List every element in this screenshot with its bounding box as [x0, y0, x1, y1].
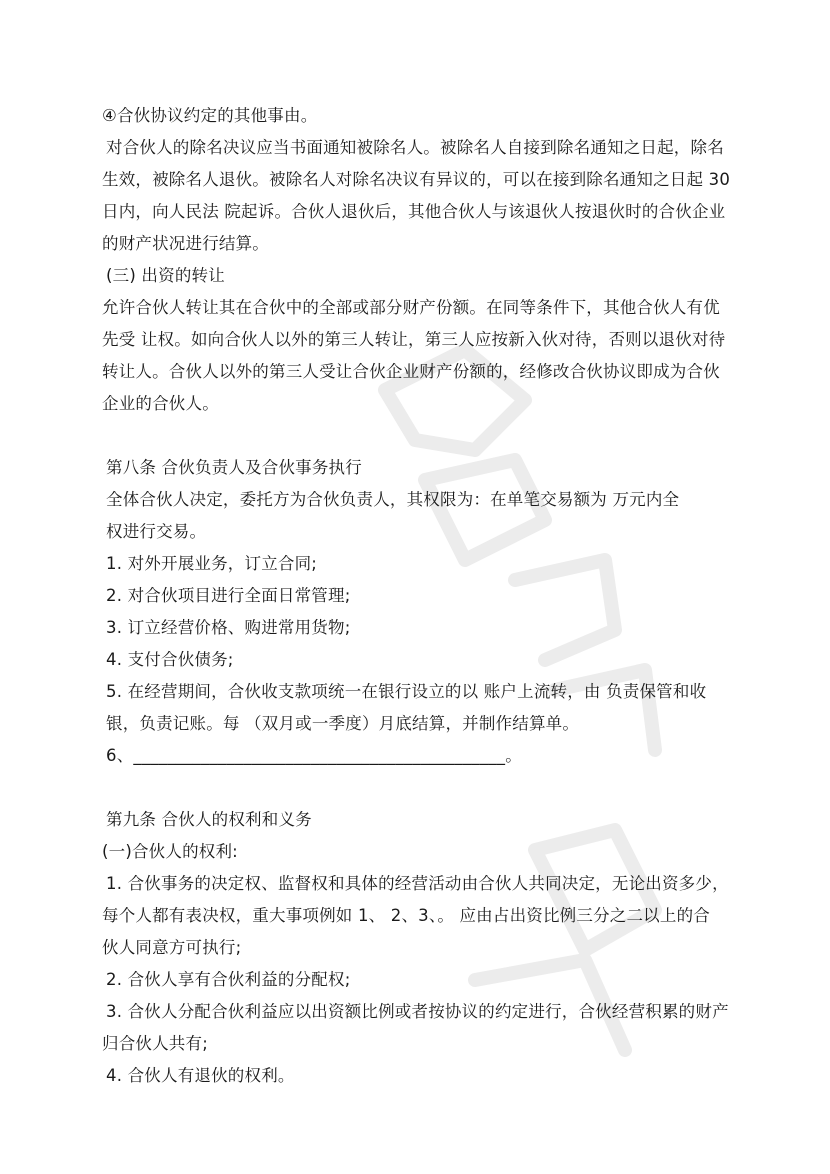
list-item: 1. 对外开展业务，订立合同; [106, 554, 318, 573]
text-line: 权进行交易。 [106, 522, 207, 541]
text-line: 每个人都有表决权，重大事项例如 1、 2、3、。 应由占出资比例三分之二以上的合 [102, 906, 710, 925]
list-item: 3. 合伙人分配合伙利益应以出资额比例或者按协议的约定进行，合伙经营积累的财产 [106, 1002, 729, 1021]
list-item: 2. 对合伙项目进行全面日常管理; [106, 586, 351, 605]
list-item: 3. 订立经营价格、购进常用货物; [106, 618, 351, 637]
article-heading: 第八条 合伙负责人及合伙事务执行 [106, 458, 362, 477]
list-item: 6、____________________________________________。 [106, 746, 522, 765]
text-line: 生效，被除名人退伙。被除名人对除名决议有异议的，可以在接到除名通知之日起 30 [102, 170, 731, 189]
text-line: 允许合伙人转让其在合伙中的全部或部分财产份额。在同等条件下，其他合伙人有优 [102, 298, 720, 317]
text-line: 归合伙人共有; [102, 1034, 208, 1053]
text-line: 伙人同意方可执行; [102, 938, 242, 957]
list-item: 4. 合伙人有退伙的权利。 [106, 1066, 295, 1085]
text-line: 企业的合伙人。 [102, 394, 219, 413]
section-heading: (三) 出资的转让 [106, 266, 225, 285]
text-line: 转让人。合伙人以外的第三人受让合伙企业财产份额的，经修改合伙协议即成为合伙 [102, 362, 720, 381]
text-line: 的财产状况进行结算。 [102, 234, 269, 253]
list-item: 1. 合伙事务的决定权、监督权和具体的经营活动由合伙人共同决定，无论出资多少， [106, 874, 729, 893]
spacer [102, 772, 742, 804]
text-line: 全体合伙人决定，委托方为合伙负责人，其权限为：在单笔交易额为 万元内全 [106, 490, 680, 509]
text-line: 日内，向人民法 院起诉。合伙人退伙后，其他合伙人与该退伙人按退伙时的合伙企业 [102, 202, 726, 221]
text-line: ④合伙协议约定的其他事由。 [102, 106, 318, 125]
article-heading: 第九条 合伙人的权利和义务 [106, 810, 312, 829]
section-heading: (一)合伙人的权利: [102, 842, 238, 861]
spacer [102, 420, 742, 452]
text-line: 先受 让权。如向合伙人以外的第三人转让，第三人应按新入伙对待，否则以退伙对待 [102, 330, 726, 349]
list-item: 4. 支付合伙债务; [106, 650, 234, 669]
list-item: 5. 在经营期间，合伙收支款项统一在银行设立的以 账户上流转，由 负责保管和收 [106, 682, 707, 701]
list-item: 2. 合伙人享有合伙利益的分配权; [106, 970, 351, 989]
text-line: 对合伙人的除名决议应当书面通知被除名人。被除名人自接到除名通知之日起，除名 [106, 138, 724, 157]
text-line: 银，负责记账。每 （双月或一季度）月底结算，并制作结算单。 [106, 714, 580, 733]
document-body [102, 100, 742, 1092]
